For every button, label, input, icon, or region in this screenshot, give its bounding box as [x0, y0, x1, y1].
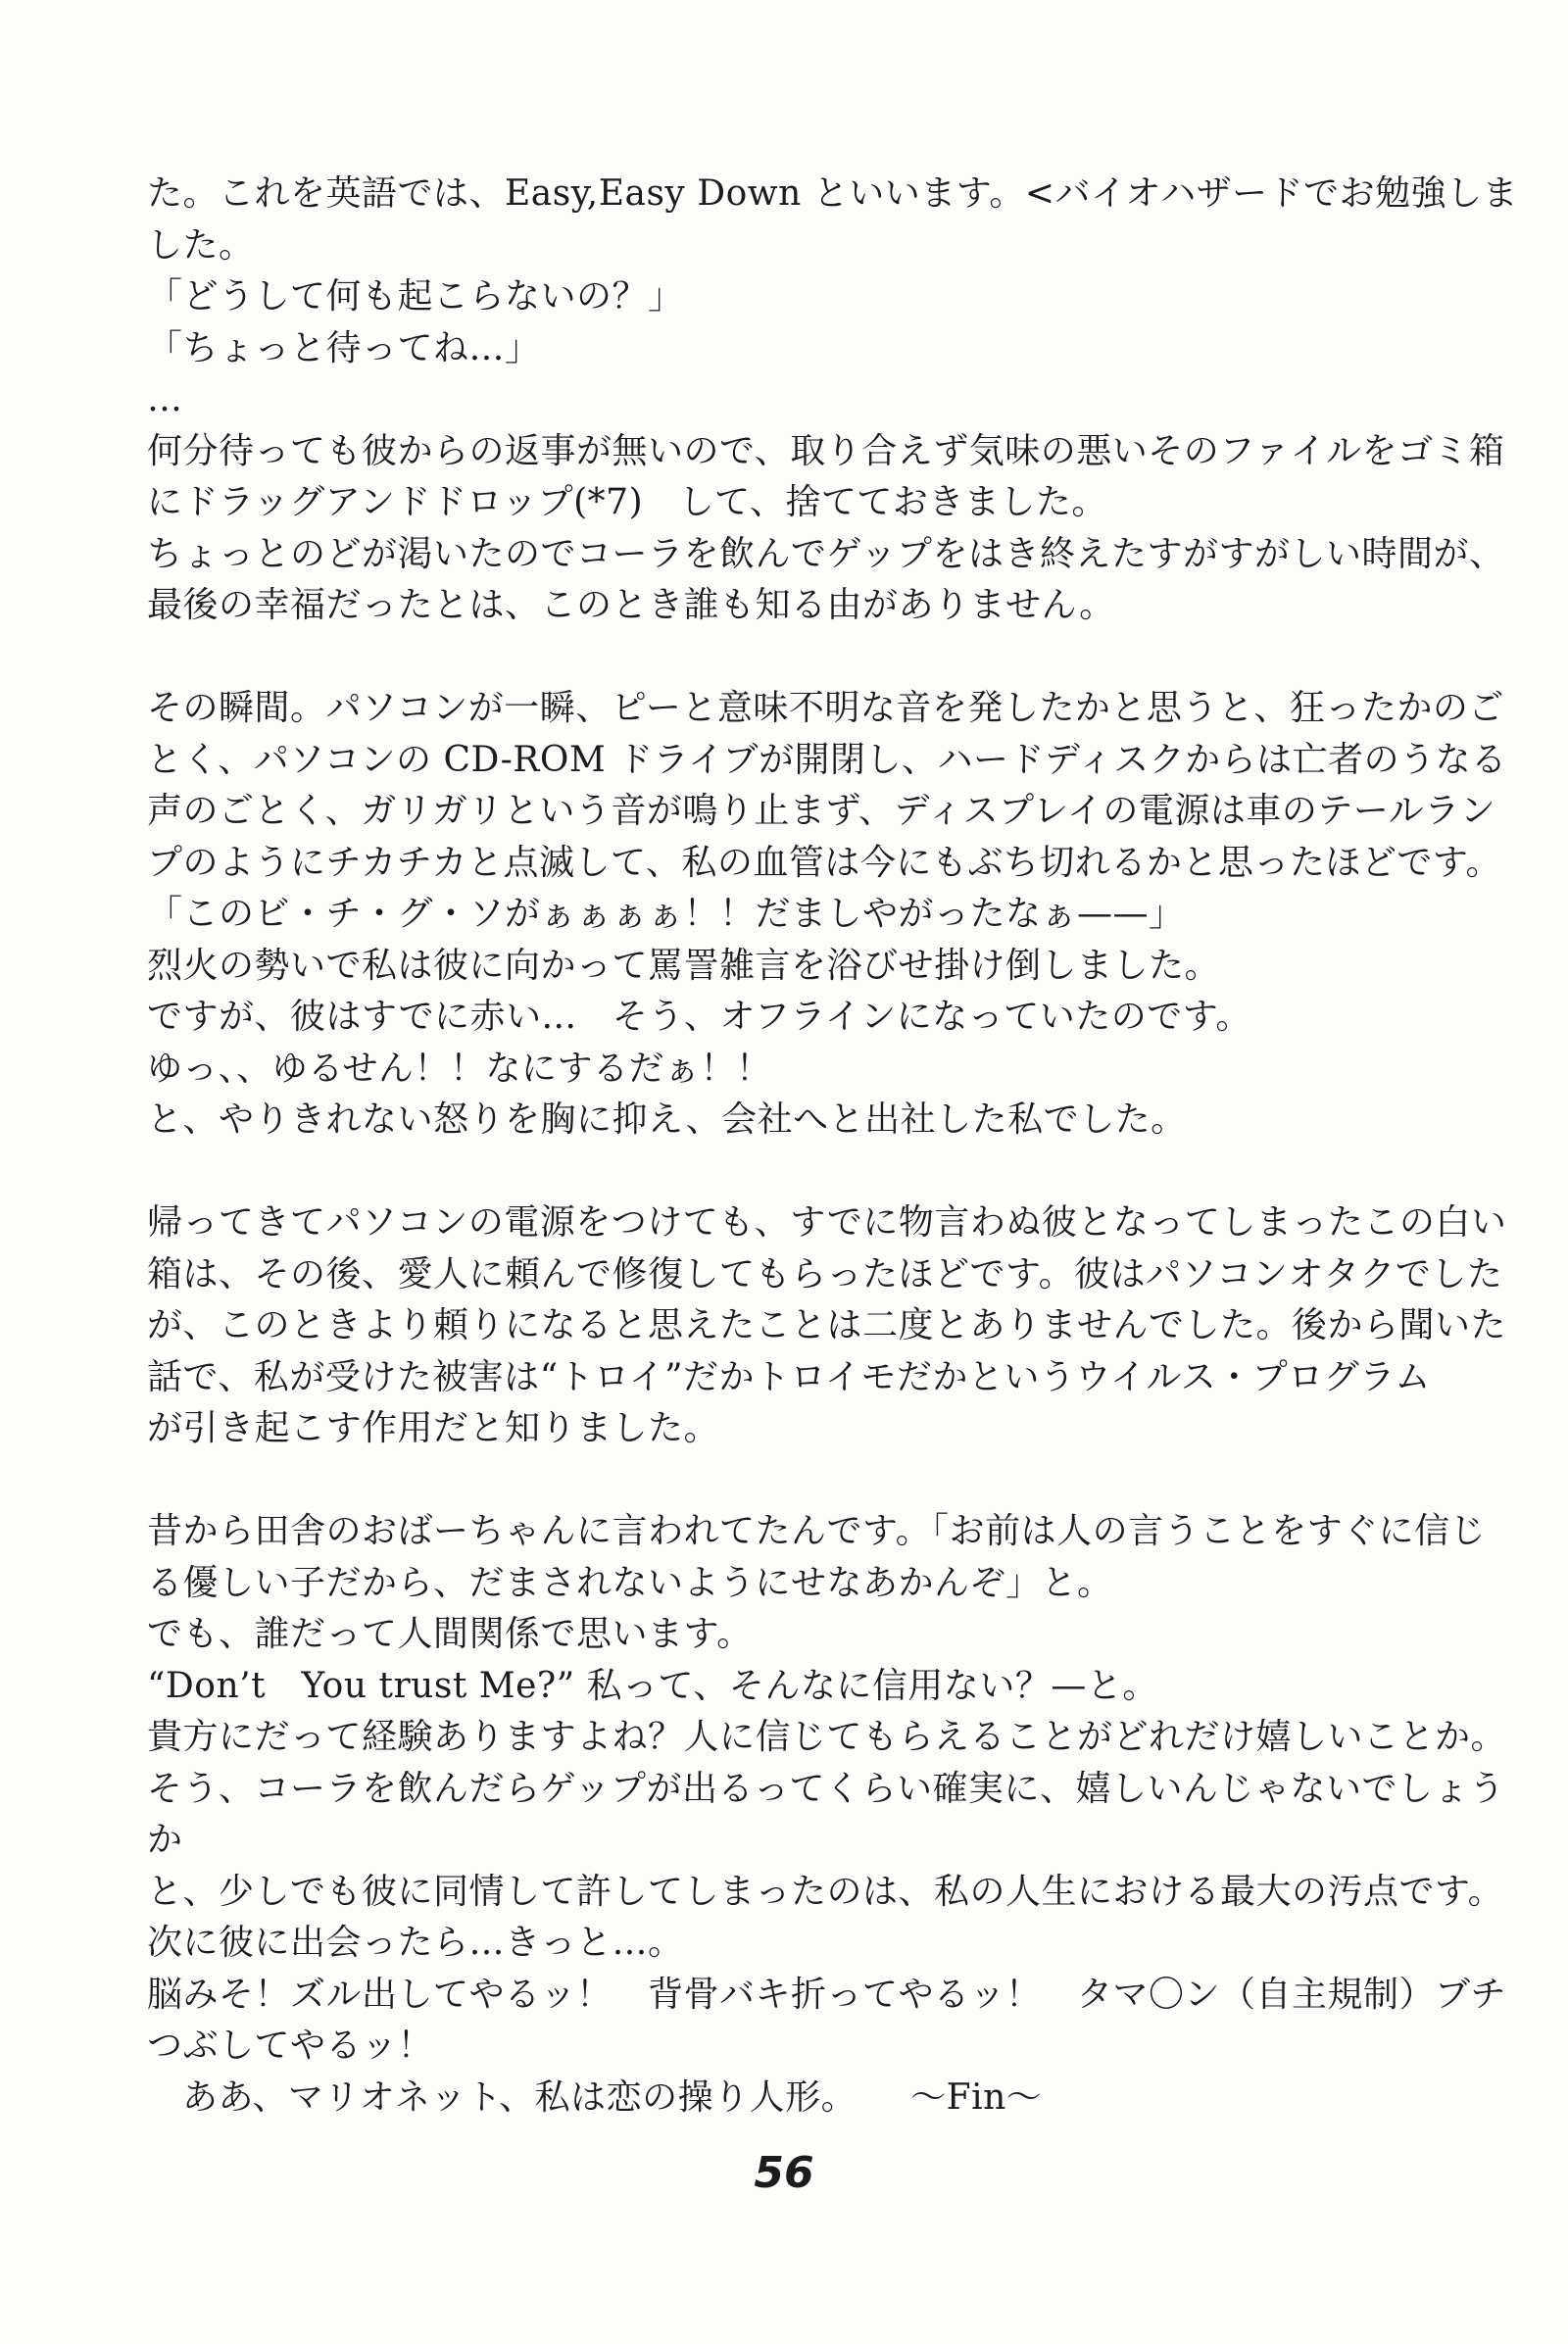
text-line: … — [147, 379, 183, 419]
text-line: にドラッグアンドドロップ(*7) して、捨てておきました。 — [147, 482, 1107, 522]
text-line: 話で、私が受けた被害は“トロイ”だかトロイモだかというウイルス・プログラム — [147, 1356, 1431, 1397]
text-line: 何分待っても彼からの返事が無いので、取り合えず気味の悪いそのファイルをゴミ箱 — [147, 430, 1505, 471]
text-line: 帰ってきてパソコンの電源をつけても、すでに物言わぬ彼となってしまったこの白い — [147, 1202, 1507, 1243]
text-line: とく、パソコンの CD-ROM ドライブが開閉し、ハードディスクからは亡者のうなる — [147, 739, 1507, 780]
text-line: ゆっ、、ゆるせん！！なにするだぁ！！ — [147, 1048, 772, 1089]
text-line: 箱は、その後、愛人に頼んで修復してもらったほどです。彼はパソコンオタクでした — [147, 1253, 1503, 1294]
text-line: が、このときより頼りになると思えたことは二度とありませんでした。後から聞いた — [147, 1305, 1507, 1345]
text-line: と、やりきれない怒りを胸に抑え、会社へと出社した私でした。 — [147, 1099, 1187, 1140]
text-line: でも、誰だって人間関係で思います。 — [147, 1614, 753, 1654]
text-line: そう、コーラを飲んだらゲップが出るってくらい確実に、嬉しいんじゃないでしょう — [147, 1768, 1505, 1809]
text-line: る優しい子だから、だまされないようにせなあかんぞ」と。 — [147, 1562, 1113, 1603]
text-line: 声のごとく、ガリガリという音が鳴り止まず、ディスプレイの電源は車のテールラン — [147, 791, 1496, 831]
text-line: 「ちょっと待ってね…」 — [147, 327, 541, 368]
text-line: 「どうして何も起こらないの？」 — [147, 276, 684, 317]
text-line: が引き起こす作用だと知りました。 — [147, 1408, 720, 1448]
text-line: 烈火の勢いで私は彼に向かって罵詈雑言を浴びせ掛け倒しました。 — [147, 945, 1221, 986]
text-line: 昔から田舎のおばーちゃんに言われてたんです。「お前は人の言うことをすぐに信じ — [147, 1511, 1487, 1551]
text-line: ですが、彼はすでに赤い... そう、オフラインになっていたのです。 — [147, 997, 1251, 1037]
body-text — [147, 169, 1519, 2124]
text-line: つぶしてやるッ！ — [147, 2026, 434, 2066]
text-line: “Don’t You trust Me?” 私って、そんなに信用ない？—と。 — [147, 1665, 1158, 1706]
text-line: 貴方にだって経験ありますよね？人に信じてもらえることがどれだけ嬉しいことか。 — [147, 1717, 1507, 1757]
text-line: ああ、マリオネット、私は恋の操り人形。 ～Fin～ — [182, 2076, 1043, 2118]
paragraph-gap — [147, 632, 1499, 684]
paragraph-gap — [147, 1147, 1499, 1198]
text-line: 脳みそ！ズル出してやるッ！ 背骨バキ折ってやるッ！ タマ〇ン（自主規制）ブチ — [147, 1974, 1507, 2015]
text-line: 次に彼に出会ったら…きっと…。 — [147, 1923, 684, 1963]
text-line: その瞬間。パソコンが一瞬、ピーと意味不明な音を発したかと思うと、狂ったかのご — [147, 688, 1504, 728]
text-line: た。これを英語では、Easy,Easy Down といいます。<バイオハザードでお勉強しま — [147, 173, 1519, 214]
text-line: 「このビ・チ・グ・ソがぁぁぁぁ！！だましやがったなぁ——」 — [147, 894, 1185, 934]
text-line: した。 — [147, 224, 255, 266]
text-line: か — [147, 1820, 183, 1860]
text-line: と、少しでも彼に同情して許してしまったのは、私の人生における最大の汚点です。 — [147, 1871, 1504, 1912]
paragraph-gap — [147, 1455, 1499, 1507]
text-line: 最後の幸福だったとは、このとき誰も知る由がありません。 — [147, 585, 1115, 625]
text-line: ちょっとのどが渇いたのでコーラを飲んでゲップをはき終えたすがすがしい時間が、 — [147, 533, 1505, 574]
text-line: プのようにチカチカと点滅して、私の血管は今にもぶち切れるかと思ったほどです。 — [147, 842, 1501, 883]
page-number: 56 — [754, 2148, 814, 2198]
